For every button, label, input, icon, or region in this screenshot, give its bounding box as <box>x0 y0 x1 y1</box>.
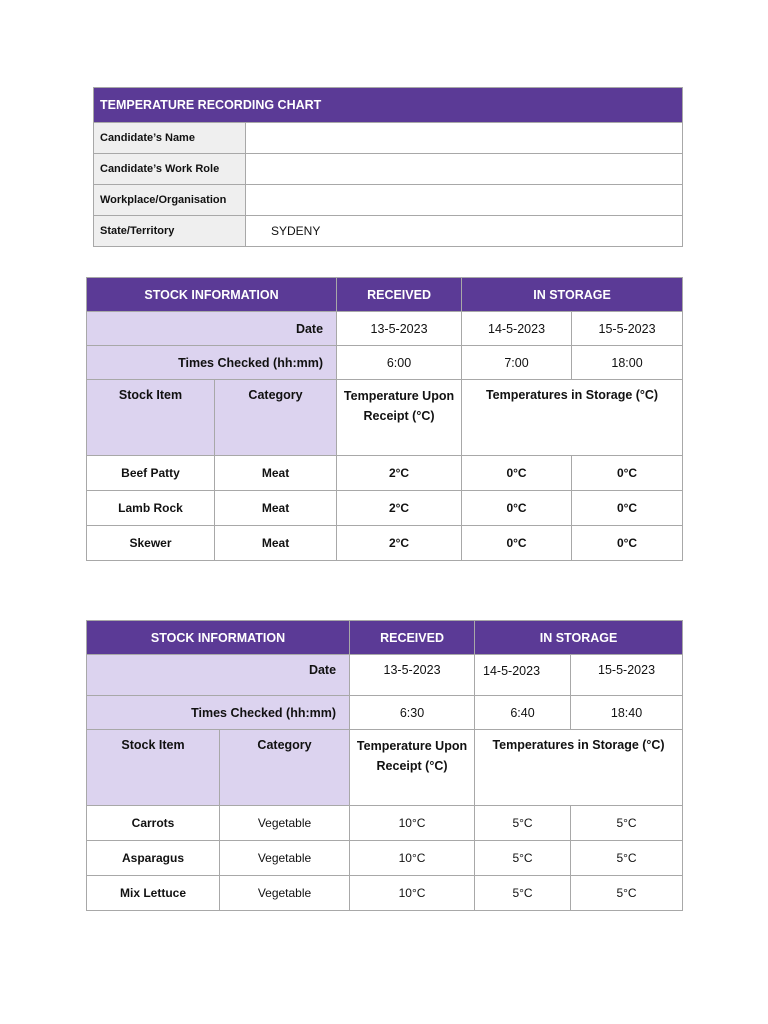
state-territory-label: State/Territory <box>94 216 246 247</box>
date-storage-1: 14-5-2023 <box>462 312 572 346</box>
date-received: 13-5-2023 <box>337 312 462 346</box>
times-checked-label: Times Checked (hh:mm) <box>87 696 350 730</box>
candidate-name-field[interactable] <box>246 123 683 154</box>
stock-item: Mix Lettuce <box>87 876 220 911</box>
stock-info-header: STOCK INFORMATION <box>87 621 350 655</box>
storage-temp-1: 0°C <box>462 491 572 526</box>
date-storage-1: 14-5-2023 <box>475 655 571 696</box>
storage-temp-2: 0°C <box>572 456 683 491</box>
storage-temp-1: 5°C <box>475 806 571 841</box>
category-header: Category <box>220 730 350 806</box>
receipt-temp: 2°C <box>337 526 462 561</box>
stock-item-header: Stock Item <box>87 380 215 456</box>
candidate-name-label: Candidate’s Name <box>94 123 246 154</box>
in-storage-header: IN STORAGE <box>462 278 683 312</box>
work-role-label: Candidate’s Work Role <box>94 154 246 185</box>
date-received: 13-5-2023 <box>350 655 475 696</box>
times-checked-label: Times Checked (hh:mm) <box>87 346 337 380</box>
in-storage-header: IN STORAGE <box>475 621 683 655</box>
storage-temp-1: 0°C <box>462 526 572 561</box>
stock-item: Skewer <box>87 526 215 561</box>
receipt-temp: 2°C <box>337 456 462 491</box>
stock-item: Beef Patty <box>87 456 215 491</box>
date-label: Date <box>87 312 337 346</box>
stock-item: Lamb Rock <box>87 491 215 526</box>
receipt-temp-header: Temperature Upon Receipt (°C) <box>350 730 475 806</box>
time-storage-2: 18:00 <box>572 346 683 380</box>
storage-temp-1: 0°C <box>462 456 572 491</box>
work-role-field[interactable] <box>246 154 683 185</box>
receipt-temp: 2°C <box>337 491 462 526</box>
receipt-temp: 10°C <box>350 841 475 876</box>
stock-info-header: STOCK INFORMATION <box>87 278 337 312</box>
time-storage-2: 18:40 <box>571 696 683 730</box>
time-storage-1: 6:40 <box>475 696 571 730</box>
date-storage-2: 15-5-2023 <box>572 312 683 346</box>
chart-title: TEMPERATURE RECORDING CHART <box>94 88 683 123</box>
storage-temp-2: 5°C <box>571 806 683 841</box>
time-received: 6:00 <box>337 346 462 380</box>
workplace-label: Workplace/Organisation <box>94 185 246 216</box>
storage-temp-2: 5°C <box>571 841 683 876</box>
category: Meat <box>215 526 337 561</box>
storage-temp-2: 0°C <box>572 526 683 561</box>
time-storage-1: 7:00 <box>462 346 572 380</box>
stock-table-2 <box>86 620 683 911</box>
category: Vegetable <box>220 806 350 841</box>
date-label: Date <box>87 655 350 696</box>
storage-temp-header: Temperatures in Storage (°C) <box>462 380 683 456</box>
storage-temp-header: Temperatures in Storage (°C) <box>475 730 683 806</box>
received-header: RECEIVED <box>337 278 462 312</box>
date-storage-2: 15-5-2023 <box>571 655 683 696</box>
workplace-field[interactable] <box>246 185 683 216</box>
time-received: 6:30 <box>350 696 475 730</box>
stock-item: Carrots <box>87 806 220 841</box>
category: Meat <box>215 491 337 526</box>
storage-temp-1: 5°C <box>475 876 571 911</box>
storage-temp-2: 5°C <box>571 876 683 911</box>
category: Vegetable <box>220 841 350 876</box>
stock-table-1 <box>86 277 683 561</box>
state-territory-field[interactable]: SYDENY <box>246 216 683 247</box>
category: Meat <box>215 456 337 491</box>
candidate-info-table <box>93 87 683 247</box>
category: Vegetable <box>220 876 350 911</box>
receipt-temp-header: Temperature Upon Receipt (°C) <box>337 380 462 456</box>
stock-item-header: Stock Item <box>87 730 220 806</box>
category-header: Category <box>215 380 337 456</box>
receipt-temp: 10°C <box>350 876 475 911</box>
storage-temp-1: 5°C <box>475 841 571 876</box>
storage-temp-2: 0°C <box>572 491 683 526</box>
stock-item: Asparagus <box>87 841 220 876</box>
received-header: RECEIVED <box>350 621 475 655</box>
receipt-temp: 10°C <box>350 806 475 841</box>
